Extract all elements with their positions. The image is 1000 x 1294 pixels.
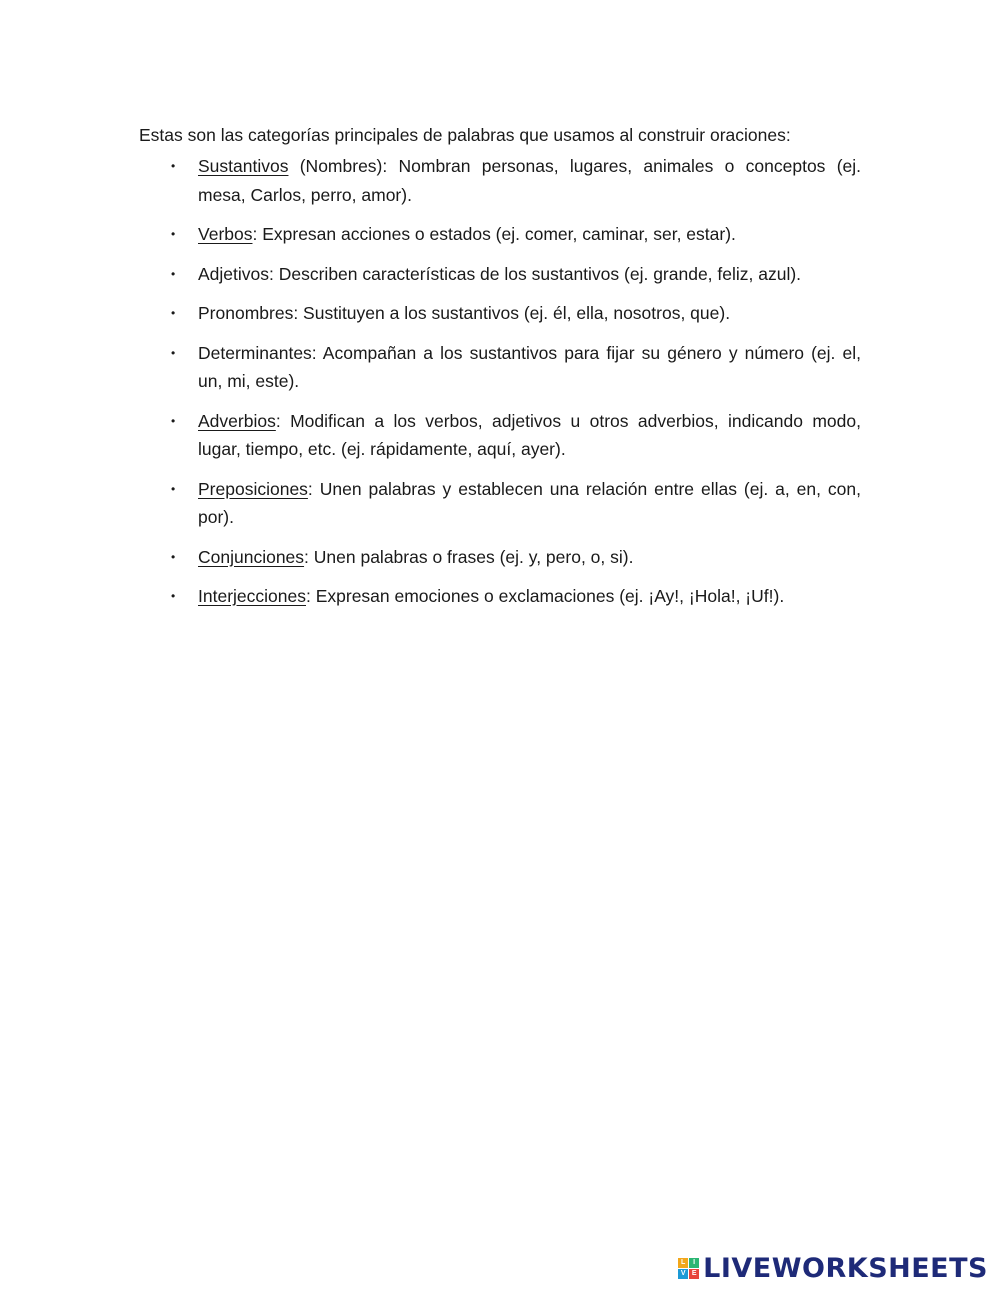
- list-item: [139, 582, 861, 611]
- liveworksheets-logo: [678, 1253, 988, 1284]
- category-description: : Unen palabras o frases (ej. y, pero, o, si).: [304, 546, 634, 567]
- liveworksheets-logo-icon: [678, 1258, 699, 1279]
- category-description: Pronombres: Sustituyen a los sustantivos (ej. él, ella, nosotros, que).: [198, 303, 731, 323]
- list-item: [139, 260, 861, 289]
- logo-mark-letter: V: [678, 1269, 688, 1279]
- category-description: : Expresan emociones o exclamaciones (ej. ¡Ay!, ¡Hola!, ¡Uf!).: [305, 586, 785, 606]
- category-description: : Unen palabras y establecen una relación entre ellas (ej. a, en, con, por).: [198, 478, 861, 527]
- category-description: : Modifican a los verbos, adjetivos u otros adverbios, indicando modo, lugar, tiempo, etc. (ej. rápidamente, aquí, ayer).: [198, 410, 861, 459]
- bullet-icon: •: [171, 266, 176, 281]
- bullet-icon: •: [171, 227, 176, 241]
- category-term: Conjunciones: [198, 546, 305, 567]
- list-item: [139, 339, 861, 396]
- bullet-icon: •: [171, 306, 176, 320]
- intro-text: Estas son las categorías principales de palabras que usamos al construir oraciones:: [139, 125, 791, 145]
- list-item: [139, 475, 861, 532]
- category-description: Determinantes: Acompañan a los sustantivos para fijar su género y número (ej. el, un, mi, este).: [198, 342, 861, 391]
- logo-mark-letter: I: [689, 1258, 699, 1268]
- logo-mark-letter: L: [678, 1258, 688, 1268]
- bullet-icon: •: [171, 345, 176, 360]
- category-term: Verbos: [198, 224, 253, 244]
- category-description: (Nombres): Nombran personas, lugares, animales o conceptos (ej. mesa, Carlos, perro, amor).: [198, 156, 861, 205]
- bullet-icon: •: [171, 413, 176, 428]
- logo-text: LIVEWORKSHEETS: [703, 1253, 988, 1284]
- category-term: Sustantivos: [198, 156, 289, 176]
- category-description: Adjetivos: Describen características de los sustantivos (ej. grande, feliz, azul).: [198, 263, 802, 284]
- category-term: Interjecciones: [198, 586, 306, 606]
- list-item: [139, 299, 861, 328]
- category-term: Preposiciones: [198, 478, 308, 499]
- logo-mark-letter: E: [689, 1269, 699, 1279]
- bullet-icon: •: [171, 549, 176, 564]
- list-item: [139, 543, 861, 572]
- list-item: [139, 152, 861, 209]
- category-description: : Expresan acciones o estados (ej. comer, caminar, ser, estar).: [252, 224, 736, 244]
- word-category-list: [139, 152, 861, 622]
- bullet-icon: •: [171, 159, 176, 173]
- bullet-icon: •: [171, 589, 176, 603]
- list-item: [139, 220, 861, 249]
- bullet-icon: •: [171, 481, 176, 496]
- category-term: Adverbios: [198, 410, 276, 431]
- list-item: [139, 407, 861, 464]
